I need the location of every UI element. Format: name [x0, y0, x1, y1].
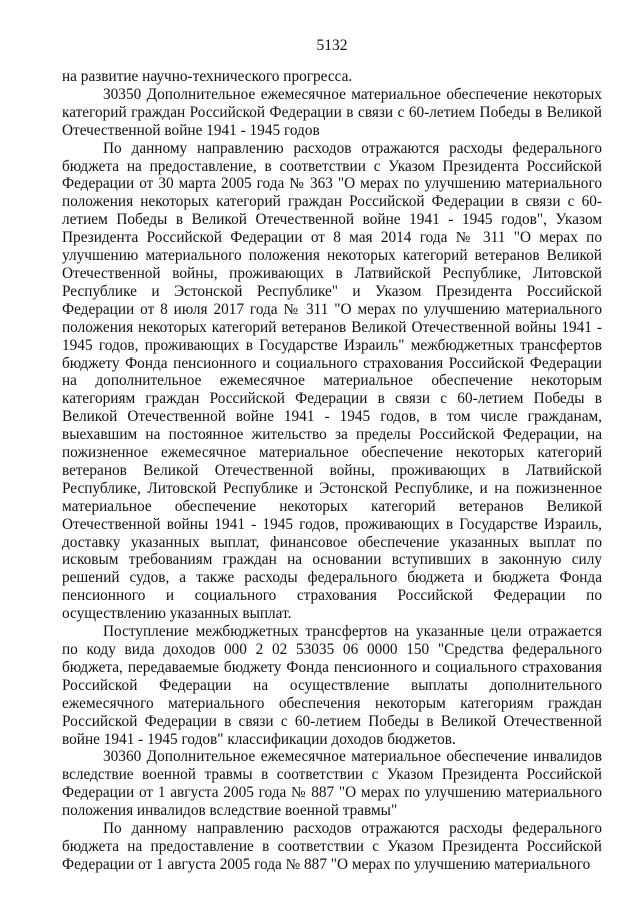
document-body [62, 68, 602, 874]
paragraph-section-30360-heading: 30360 Дополнительное ежемесячное материальное обеспечение инвалидов вследствие военной травмы в соответствии с Указом Президента Российской Федерации от 1 августа 2005 года № 887 "О мерах по улучшению материального положения инвалидов вследствие военной травмы" [62, 748, 602, 820]
paragraph-1: на развитие научно-технического прогресса. [62, 68, 353, 85]
page-number: 5132 [316, 37, 348, 54]
paragraph-6: По данному направлению расходов отражаются расходы федерального бюджета на предоставление в соответствии с Указом Президента Российской Федерации от 1 августа 2005 года № 887 "О мерах по улучшению материального [62, 820, 602, 873]
paragraph-3: По данному направлению расходов отражаются расходы федерального бюджета на предоставление, в соответствии с Указом Президента Российской Федерации от 30 марта 2005 года № 363 "О мерах по улучшению материального положения некоторых категорий граждан Российской Федерации в связи с 60-летием Победы в Великой Отечественной войне 1941 - 1945 годов", Указом Президента Российской Федерации от 8 мая 2014 года № 311 "О мерах по улучшению материального положения некоторых категорий ветеранов Великой Отечественной войны, проживающих в Латвийской Республике, Литовской Республике и Эстонской Республике" и Указом Президента Российской Федерации от 8 июля 2017 года № 311 "О мерах по улучшению материального положения некоторых категорий ветеранов Великой Отечественной войны 1941 - 1945 годов, проживающих в Государстве Израиль" межбюджетных трансфертов бюджету Фонда пенсионного и социального страхования Российской Федерации на дополнительное ежемесячное материальное обеспечение некоторым категориям граждан Российской Федерации в связи с 60-летием Победы в Великой Отечественной войне 1941 - 1945 годов, в том числе гражданам, выехавшим на постоянное жительство за пределы Российской Федерации, на пожизненное ежемесячное материальное обеспечение некоторых категорий ветеранов Великой Отечественной войны, проживающих в Латвийской Республике, Литовской Республике и Эстонской Республике, и на пожизненное материальное обеспечение некоторых категорий ветеранов Великой Отечественной войны 1941 - 1945 годов, проживающих в Государстве Израиль, доставку указанных выплат, финансовое обеспечение указанных выплат по исковым требованиям граждан на основании вступивших в законную силу решений судов, а также расходы федерального бюджета и бюджета Фонда пенсионного и социального страхования Российской Федерации по осуществлению указанных выплат. [62, 139, 602, 623]
paragraph-4: Поступление межбюджетных трансфертов на указанные цели отражается по коду вида доходов 000 2 02 53035 06 0000 150 "Средства федерального бюджета, передаваемые бюджету Фонда пенсионного и социального страхования Российской Федерации на осуществление выплаты дополнительного ежемесячного материального обеспечения некоторым категориям граждан Российской Федерации в связи с 60-летием Победы в Великой Отечественной войне 1941 - 1945 годов" классификации доходов бюджетов. [62, 623, 602, 748]
paragraph-section-30350-heading: 30350 Дополнительное ежемесячное материальное обеспечение некоторых категорий граждан Российской Федерации в связи с 60-летием Победы в Великой Отечественной войне 1941 - 1945 годов [62, 85, 602, 139]
